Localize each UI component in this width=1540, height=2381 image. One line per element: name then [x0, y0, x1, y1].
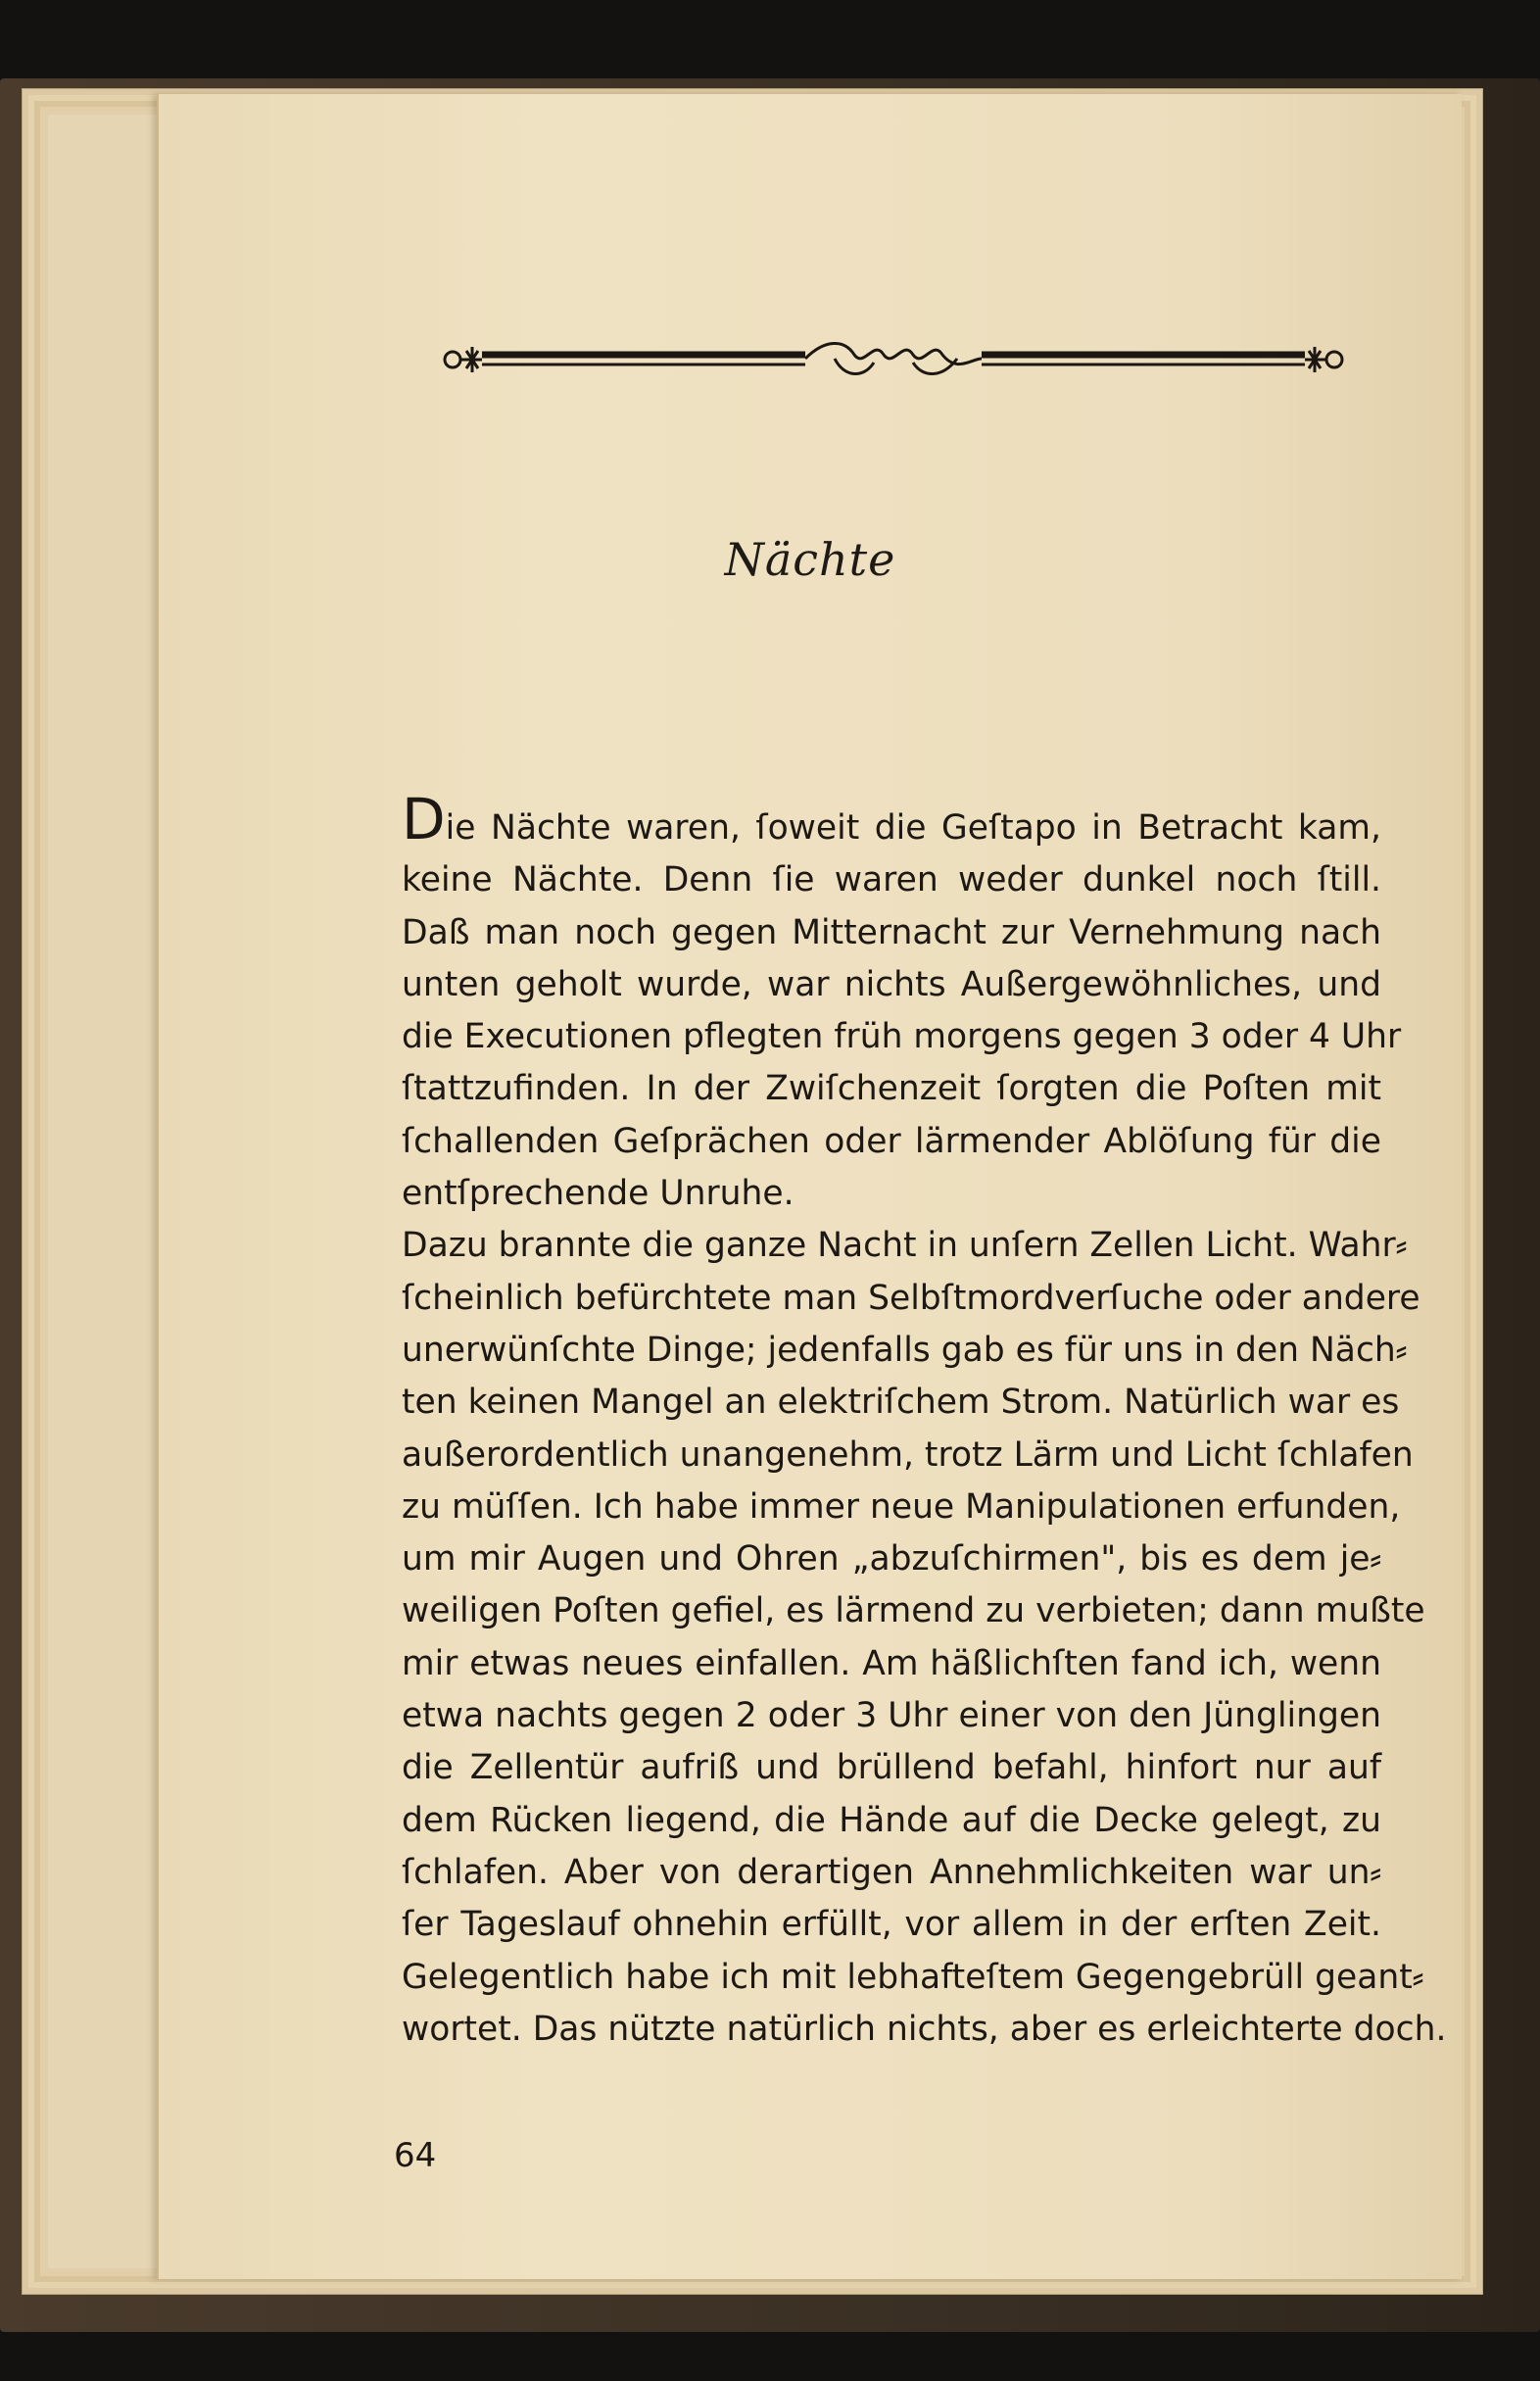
text-line: dem Rücken liegend, die Hände auf die Decke gelegt, zu — [402, 1800, 1381, 1840]
text-line: außerordentlich unangenehm, trotz Lärm und Licht ſchlafen — [402, 1434, 1414, 1475]
ornamental-divider — [423, 319, 1364, 398]
text-line: wortet. Das nützte natürlich nichts, aber es erleichterte doch. — [402, 2009, 1447, 2049]
text-line: etwa nachts gegen 2 oder 3 Uhr einer von den Jünglingen — [402, 1696, 1381, 1736]
text-line: weiligen Poſten gefiel, es lärmend zu verbieten; dann mußte — [402, 1591, 1425, 1631]
text-line: Gelegentlich habe ich mit lebhafteſtem Gegengebrüll geant⸗ — [402, 1957, 1424, 1997]
text-line: zu müſſen. Ich habe immer neue Manipulationen erfunden, — [402, 1486, 1401, 1527]
text-line: keine Nächte. Denn ſie waren weder dunkel noch ſtill. — [402, 860, 1381, 900]
text-line: die Executionen pflegten früh morgens gegen 3 oder 4 Uhr — [402, 1017, 1402, 1057]
text-line: die Zellentür aufriß und brüllend befahl, hinfort nur auf — [402, 1748, 1381, 1788]
text-line: ſchlafen. Aber von derartigen Annehmlichkeiten war un⸗ — [402, 1852, 1381, 1892]
text-line: mir etwas neues einfallen. Am häßlichſten fand ich, wenn — [402, 1643, 1381, 1683]
text-line: ſer Tageslauf ohnehin erfüllt, vor allem in der erſten Zeit. — [402, 1905, 1381, 1945]
drop-cap: D — [402, 786, 446, 852]
text-line: ſchallenden Geſprächen oder lärmender Ablöſung für die — [402, 1121, 1381, 1161]
text-line: Daß man noch gegen Mitternacht zur Vernehmung nach — [402, 912, 1381, 952]
text-line: unten geholt wurde, war nichts Außergewöhnliches, und — [402, 964, 1381, 1004]
book-page — [157, 94, 1462, 2279]
text-line: Dazu brannte die ganze Nacht in unſern Zellen Licht. Wahr⸗ — [402, 1226, 1408, 1266]
page-number: 64 — [394, 2136, 437, 2175]
text-line: entſprechende Unruhe. — [402, 1174, 794, 1214]
text-line: ſtattzufinden. In der Zwiſchenzeit ſorgten die Poſten mit — [402, 1069, 1381, 1109]
chapter-body — [402, 786, 1447, 2056]
text-line: Die Nächte waren, ſoweit die Geſtapo in Betracht kam, — [402, 786, 1381, 852]
text-line: um mir Augen und Ohren „abzuſchirmen", bis es dem je⸗ — [402, 1539, 1381, 1579]
text-line: ten keinen Mangel an elektriſchem Strom. Natürlich war es — [402, 1383, 1400, 1423]
chapter-title: Nächte — [724, 533, 896, 586]
text-line: ſcheinlich befürchtete man Selbſtmordverſuche oder andere — [402, 1278, 1420, 1318]
text-line: unerwünſchte Dinge; jedenfalls gab es für uns in den Näch⸗ — [402, 1330, 1408, 1370]
